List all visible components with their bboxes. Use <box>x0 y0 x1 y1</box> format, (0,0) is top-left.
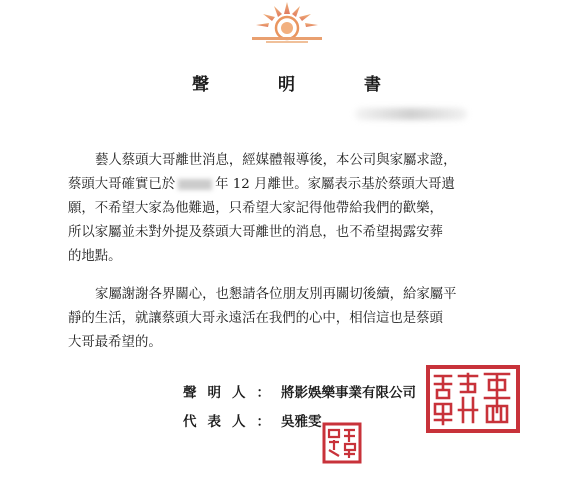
p1-line-2 <box>68 173 455 197</box>
representative-row <box>183 410 322 430</box>
declarant-label: 聲明人： <box>183 385 281 401</box>
p1-line-2b: 年 12 月離世。家屬表示基於蔡頭大哥遺 <box>215 177 455 192</box>
document-title: 聲 明 書 <box>192 75 407 95</box>
personal-seal-icon <box>322 422 362 464</box>
p2-line-1: 家屬謝謝各界關心，也懇請各位朋友別再關切後續，給家屬平 <box>95 287 457 302</box>
p1-line-1: 藝人蔡頭大哥離世消息，經媒體報導後，本公司與家屬求證， <box>95 153 457 168</box>
p1-line-4: 所以家屬並未對外提及蔡頭大哥離世的消息，也不希望揭露安葬 <box>68 225 443 240</box>
p1-line-3: 願，不希望大家為他難過，只希望大家記得他帶給我們的歡樂， <box>68 201 443 216</box>
representative-value: 吳雅雯 <box>281 414 322 430</box>
representative-label: 代表人： <box>183 414 281 430</box>
company-seal-icon <box>425 364 521 434</box>
p2-line-3: 大哥最希望的。 <box>68 335 162 350</box>
p1-line-5: 的地點。 <box>68 249 122 264</box>
p2-line-2: 靜的生活，就讓蔡頭大哥永遠活在我們的心中，相信這也是蔡頭 <box>68 311 443 326</box>
redacted-strip <box>355 108 467 120</box>
declarant-value: 將影娛樂事業有限公司 <box>281 385 416 401</box>
declarant-row <box>183 381 416 401</box>
p1-line-2a: 蔡頭大哥確實已於 <box>68 177 176 192</box>
sun-emblem-icon <box>248 0 326 44</box>
redacted-year <box>178 179 212 190</box>
